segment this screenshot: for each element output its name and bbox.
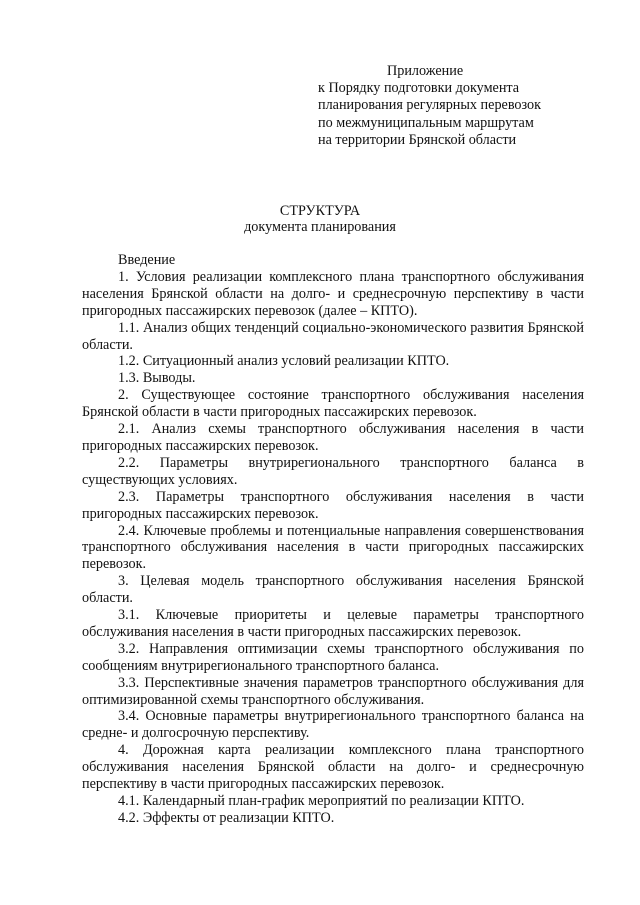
list-item: 2.3. Параметры транспортного обслуживания населения в части пригородных пассажирских перевозок. xyxy=(82,488,584,522)
list-item: 2.4. Ключевые проблемы и потенциальные направления совершенствования транспортного обслуживания населения в части пригородных пассажирских перевозок. xyxy=(82,522,584,573)
structure-list xyxy=(82,252,584,827)
list-item: 4.1. Календарный план-график мероприятий по реализации КПТО. xyxy=(118,793,525,809)
document-title: СТРУКТУРА xyxy=(279,203,361,219)
list-item: 3.1. Ключевые приоритеты и целевые параметры транспортного обслуживания населения в части пригородных пассажирских перевозок. xyxy=(82,607,584,640)
appendix-line: планирования регулярных перевозок xyxy=(318,97,542,114)
list-item: 2.1. Анализ схемы транспортного обслуживания населения в части пригородных пассажирских перевозок. xyxy=(82,421,584,454)
list-item: Введение xyxy=(118,252,176,268)
appendix-block xyxy=(318,63,541,149)
list-item: 2.2. Параметры внутрирегионального транспортного баланса в существующих условиях. xyxy=(82,454,584,488)
appendix-line: на территории Брянской области xyxy=(318,131,517,148)
list-item: 1.3. Выводы. xyxy=(118,370,196,387)
list-item: 4. Дорожная карта реализации комплексного плана транспортного обслуживания населения Брянской области на долго- и среднесрочную перспективу в части пригородных пассажирских перевозок. xyxy=(82,742,584,793)
appendix-heading: Приложение xyxy=(387,63,464,79)
appendix-line: по межмуниципальным маршрутам xyxy=(318,114,534,131)
list-item: 2. Существующее состояние транспортного обслуживания населения Брянской области в части пригородных пассажирских перевозок. xyxy=(82,387,584,421)
list-item: 1.1. Анализ общих тенденций социально-экономического развития Брянской области. xyxy=(82,319,584,353)
list-item: 3.4. Основные параметры внутрирегионального транспортного баланса на средне- и долгосрочную перспективу. xyxy=(82,708,584,742)
appendix-line: к Порядку подготовки документа xyxy=(318,80,520,97)
list-item: 3.2. Направления оптимизации схемы транспортного обслуживания по сообщениям внутрирегионального транспортного баланса. xyxy=(82,640,584,674)
list-item: 3.3. Перспективные значения параметров транспортного обслуживания для оптимизированной схемы транспортного обслуживания. xyxy=(82,674,584,708)
document-subtitle: документа планирования xyxy=(244,219,396,235)
list-item: 4.2. Эффекты от реализации КПТО. xyxy=(118,809,335,826)
list-item: 1.2. Ситуационный анализ условий реализации КПТО. xyxy=(118,353,450,370)
list-item: 3. Целевая модель транспортного обслуживания населения Брянской области. xyxy=(82,573,584,607)
list-item: 1. Условия реализации комплексного плана транспортного обслуживания населения Брянской области на долго- и среднесрочную перспективу в части пригородных пассажирских перевозок (далее – КПТО). xyxy=(82,268,584,319)
